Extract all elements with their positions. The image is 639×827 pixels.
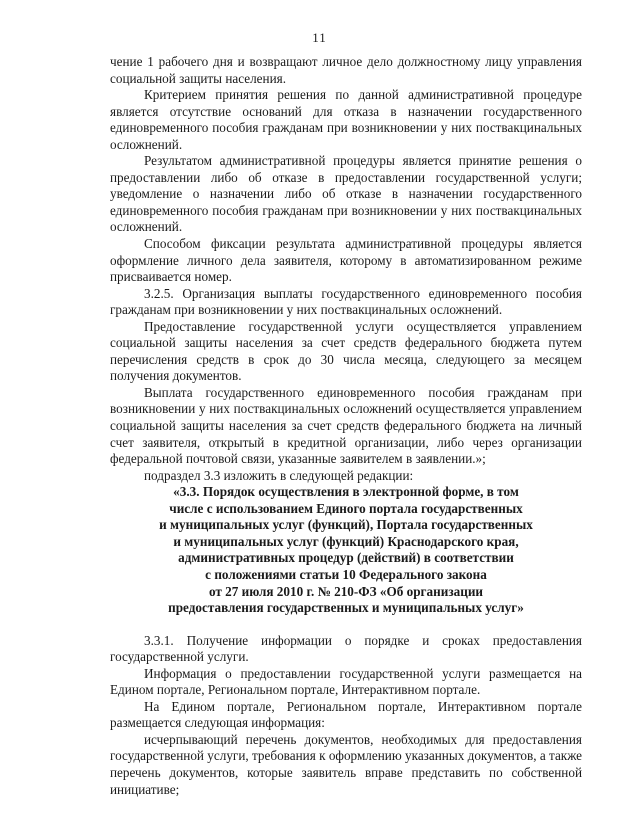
paragraph: Способом фиксации результата административной процедуры является оформление личного дела заявителя, которому в автоматизированном режиме присваивается номер. <box>110 236 582 285</box>
paragraph: Выплата государственного единовременного пособия гражданам при возникновении у них поствакцинальных осложнений осуществляется управлением социальной защиты населения за счет средств федерального бюджета на личный счет заявителя, открытый в кредитной организации, либо через организации федеральной почтовой связи, указанные заявителем в заявлении.»; <box>110 384 582 467</box>
paragraph: 3.3.1. Получение информации о порядке и сроках предоставления государственной услуги. <box>110 632 582 665</box>
subsection-title-line: от 27 июля 2010 г. № 210-ФЗ «Об организации <box>208 583 484 599</box>
page-number: 11 <box>312 30 327 45</box>
paragraph: На Едином портале, Региональном портале, Интерактивном портале размещается следующая информация: <box>110 698 582 731</box>
subsection-title-line: и муниципальных услуг (функций), Портала государственных <box>159 517 533 533</box>
subsection-title-line: административных процедур (действий) в соответствии <box>178 550 514 566</box>
document-body <box>110 54 582 798</box>
subsection-title-line: «3.3. Порядок осуществления в электронной форме, в том <box>173 484 519 500</box>
subsection-title-line: предоставления государственных и муниципальных услуг» <box>168 600 524 616</box>
paragraph: Предоставление государственной услуги осуществляется управлением социальной защиты населения за счет средств федерального бюджета путем перечисления средств в срок до 30 числа месяца, следующего за месяцем получения документов. <box>110 318 582 384</box>
paragraph: подраздел 3.3 изложить в следующей редакции: <box>144 467 414 483</box>
paragraph: исчерпывающий перечень документов, необходимых для предоставления государственной услуги, требования к оформлению указанных документов, а также перечень документов, которые заявитель вправе представить по собственной инициативе; <box>110 731 582 797</box>
paragraph: Информация о предоставлении государственной услуги размещается на Едином портале, Региональном портале, Интерактивном портале. <box>110 665 582 698</box>
paragraph: Результатом административной процедуры является принятие решения о предоставлении либо об отказе в предоставлении государственной услуги; уведомление о назначении либо об отказе в назначении государственного единовременного пособия гражданам при возникновении у них поствакцинальных осложнений. <box>110 153 582 235</box>
subsection-title <box>110 484 582 616</box>
paragraph: 3.2.5. Организация выплаты государственного единовременного пособия гражданам при возникновении у них поствакцинальных осложнений. <box>110 285 582 318</box>
subsection-title-line: числе с использованием Единого портала государственных <box>169 500 523 516</box>
subsection-title-line: с положениями статьи 10 Федерального закона <box>205 566 487 582</box>
paragraph: чение 1 рабочего дня и возвращают личное дело должностному лицу управления социальной защиты населения. <box>110 54 582 86</box>
paragraph: Критерием принятия решения по данной административной процедуре является отсутствие оснований для отказа в назначении государственного единовременного пособия гражданам при возникновении у них поствакцинальных осложнений. <box>110 87 582 152</box>
subsection-title-line: и муниципальных услуг (функций) Краснодарского края, <box>173 533 519 549</box>
